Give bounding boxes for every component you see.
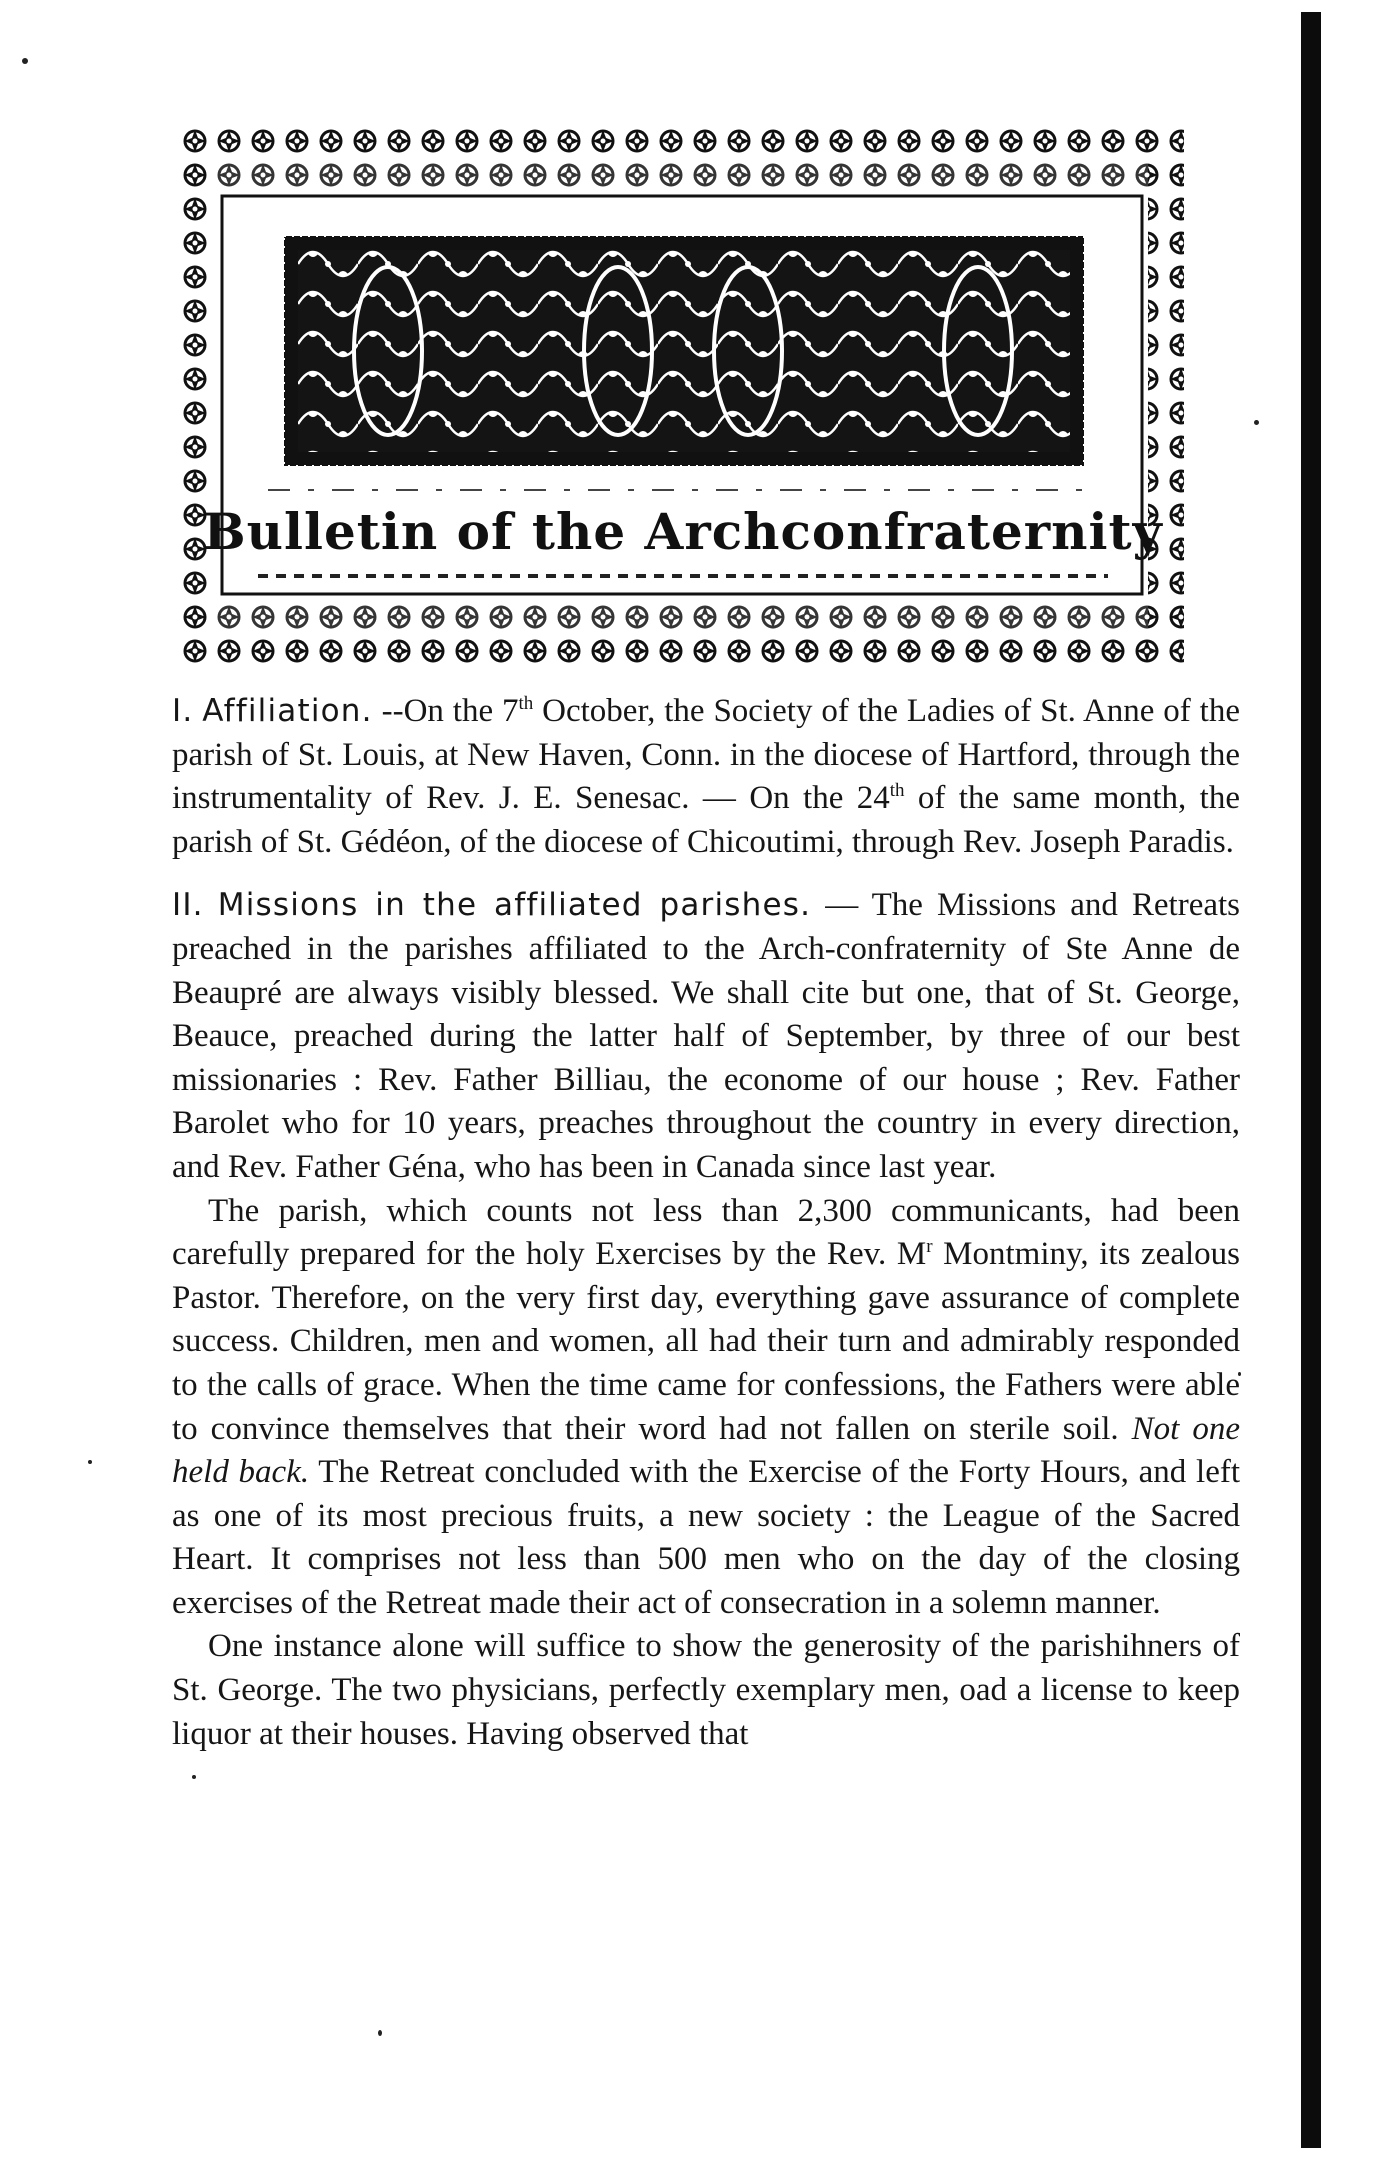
- superscript: th: [518, 693, 534, 714]
- article-body: [172, 690, 1240, 1756]
- bottom-border-band: [180, 628, 1184, 664]
- scan-speck: [192, 1775, 196, 1779]
- bulletin-title: Bulletin of the Archconfraternity: [203, 502, 1163, 561]
- scan-speck: [88, 1460, 92, 1464]
- text-run: One instance alone will suffice to show the generosity of the parishihners of St. George. The two physicians, perfectly exemplary men, oad a license to keep liquor at their houses. Having observed that: [172, 1628, 1240, 1752]
- engraved-panel: [298, 250, 1070, 452]
- superscript: th: [889, 780, 905, 802]
- paragraph-parish: [172, 1190, 1240, 1626]
- section-heading: Affiliation.: [202, 693, 373, 729]
- scan-speck: [378, 2030, 382, 2036]
- scan-speck: [1254, 420, 1259, 425]
- heading-dash: —: [811, 887, 872, 924]
- italic-emphasis: Not one held back.: [172, 1410, 1240, 1491]
- header-ornament: [178, 124, 1188, 666]
- text-run: The Missions and Retreats preached in the parishes affiliated to the Arch-confraternity of Ste Anne de Beaupré are always visibly blessed. We shall cite but one, that of St. George, Beauce, preached during the latter half of September, by three of our best missionaries : Rev. Father Billiau, the econome of our house ; Rev. Father Barolet who for 10 years, preaches throughout the country in every direction, and Rev. Father Géna, who has been in Canada since last year.: [172, 887, 1241, 1185]
- inner-bottom-band: [216, 598, 1148, 628]
- scan-speck: [22, 58, 28, 64]
- ornamental-border: [178, 124, 1188, 666]
- top-border-band: [180, 126, 1184, 162]
- heading-dash: --: [372, 693, 404, 729]
- text-run: Montminy, its zealous Pastor. Therefore, on the very first day, everything gave assurance of complete success. Children, men and women, all had their turn and admirably responded to the calls of grace. When the time came for confessions, the Fathers were able to convince themselves that their word had not fallen on sterile soil.: [172, 1236, 1240, 1447]
- section-numeral: II.: [172, 887, 204, 924]
- paragraph-missions: [172, 884, 1240, 1189]
- section-heading: Missions in the affiliated parishes.: [217, 887, 812, 924]
- text-run: On the 7: [403, 693, 519, 729]
- paragraph-affiliation: [172, 690, 1240, 864]
- text-run: The Retreat concluded with the Exercise of the Forty Hours, and left as one of its most precious fruits, a new society : the League of the Sacred Heart. It comprises not less than 500 men who on the day of the closing exercises of the Retreat made their act of consecration in a solemn manner.: [172, 1454, 1241, 1621]
- page-edge-shadow: [1301, 12, 1321, 2148]
- superscript: r: [926, 1236, 933, 1258]
- text-run: October, the Society of the Ladies of St. Anne of the parish of St. Louis, at New Haven, Conn. in the diocese of Hartford, through the instrumentality of Rev. J. E. Senesac. — On the 24: [172, 693, 1240, 817]
- inner-top-band: [216, 162, 1148, 192]
- section-numeral: I.: [172, 693, 194, 729]
- text-run: of the same month, the parish of St. Gédéon, of the diocese of Chicoutimi, through Rev. Joseph Paradis.: [172, 780, 1240, 860]
- text-run: The parish, which counts not less than 2,300 communicants, had been carefully prepared for the holy Exercises by the Rev. M: [172, 1192, 1240, 1273]
- paragraph-generosity: [172, 1625, 1240, 1756]
